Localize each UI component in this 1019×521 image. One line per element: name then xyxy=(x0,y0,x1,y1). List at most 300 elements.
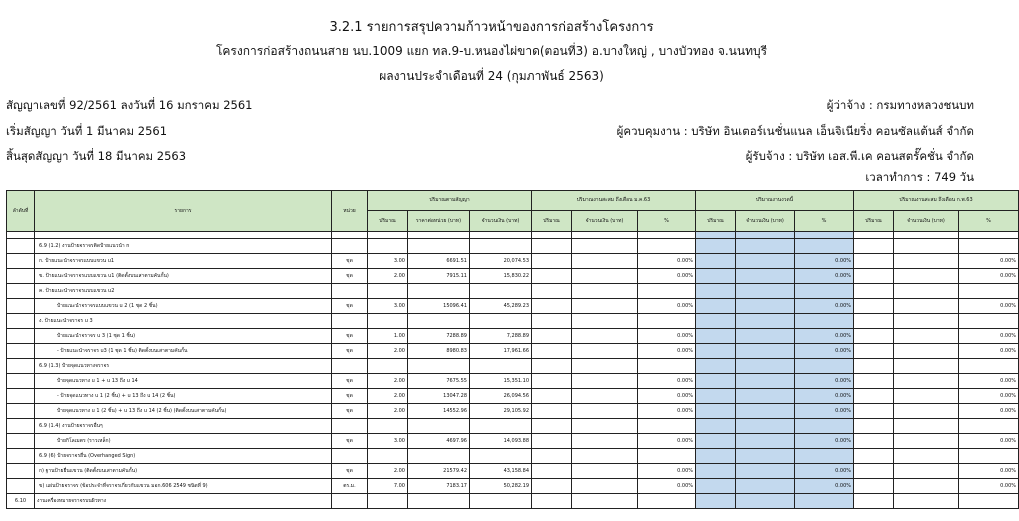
row-prev-pct: 0.00% xyxy=(638,299,696,314)
row-cum-pct xyxy=(959,419,1019,434)
row-unit: ชุด xyxy=(332,374,368,389)
row-number xyxy=(7,314,35,329)
row-prev-amount xyxy=(572,434,638,449)
row-cum-qty xyxy=(854,434,894,449)
contractor: ผู้รับจ้าง : บริษัท เอส.พี.เค คอนสตรั๊คชั่น จำกัด xyxy=(745,149,974,163)
row-unit xyxy=(332,359,368,374)
table-row xyxy=(7,419,1019,434)
row-cum-pct xyxy=(959,359,1019,374)
row-period-pct: 0.00% xyxy=(795,269,854,284)
row-cum-pct: 0.00% xyxy=(959,434,1019,449)
row-contract-qty xyxy=(368,494,408,509)
row-cum-amount xyxy=(894,284,959,299)
row-period-qty xyxy=(696,344,736,359)
row-item: ข) แผ่นป้ายจราจร (ข้อประจำที่จราจรเกี่ยวกับแขวน มอก.606 2549 ชนิดที่ 9) xyxy=(35,479,332,494)
row-number xyxy=(7,374,35,389)
row-period-qty xyxy=(696,254,736,269)
row-period-qty xyxy=(696,494,736,509)
row-item: ก) ฐานป้ายยื่นแขวน (ติดตั้งบนเสาตามคันกั้น) xyxy=(35,464,332,479)
row-cum-amount xyxy=(894,389,959,404)
row-number xyxy=(7,404,35,419)
row-prev-pct: 0.00% xyxy=(638,479,696,494)
row-contract-amount: 20,074.53 xyxy=(470,254,532,269)
table-row xyxy=(7,254,1019,269)
row-item: ป้ายแนะนำจราจรแบบแขวน u 2 (1 ชุด 2 ชิ้น) xyxy=(35,299,332,314)
row-period-amount xyxy=(736,374,795,389)
sub-header: ปริมาณ xyxy=(854,211,894,232)
col-header-item: รายการ xyxy=(35,191,332,232)
row-contract-qty: 3.00 xyxy=(368,254,408,269)
row-number xyxy=(7,434,35,449)
row-contract-qty xyxy=(368,314,408,329)
row-contract-qty: 3.00 xyxy=(368,299,408,314)
row-cum-qty xyxy=(854,314,894,329)
row-item: ป้ายกิโลเมตร (ราวเหล็ก) xyxy=(35,434,332,449)
sub-header: % xyxy=(795,211,854,232)
row-period-qty xyxy=(696,464,736,479)
group-header-this-period: ปริมาณงานงวดนี้ xyxy=(696,191,854,211)
row-prev-pct xyxy=(638,314,696,329)
project-name: โครงการก่อสร้างถนนสาย นบ.1009 แยก ทล.9-บ.หนองไผ่ขาด(ตอนที่3) อ.บางใหญ่ , บางบัวทอง จ.นนทบุรี xyxy=(215,44,768,58)
row-period-pct xyxy=(795,419,854,434)
table-row xyxy=(7,359,1019,374)
row-prev-pct: 0.00% xyxy=(638,434,696,449)
row-unit-price: 15096.41 xyxy=(408,299,470,314)
row-prev-qty xyxy=(532,404,572,419)
row-period-pct xyxy=(795,494,854,509)
row-period-pct: 0.00% xyxy=(795,299,854,314)
row-cum-pct: 0.00% xyxy=(959,344,1019,359)
row-unit-price: 7915.11 xyxy=(408,269,470,284)
row-cum-qty xyxy=(854,239,894,254)
row-cum-pct: 0.00% xyxy=(959,404,1019,419)
group-header-contract: ปริมาณตามสัญญา xyxy=(368,191,532,211)
row-period-pct: 0.00% xyxy=(795,344,854,359)
row-item: ป้ายแนะนำจราจร u 3 (1 ชุด 1 ชิ้น) xyxy=(35,329,332,344)
row-number xyxy=(7,419,35,434)
row-prev-pct xyxy=(638,284,696,299)
row-period-qty xyxy=(696,284,736,299)
row-prev-qty xyxy=(532,329,572,344)
row-prev-amount xyxy=(572,299,638,314)
row-prev-pct: 0.00% xyxy=(638,254,696,269)
row-cum-qty xyxy=(854,284,894,299)
row-unit: ชุด xyxy=(332,389,368,404)
row-period-amount xyxy=(736,239,795,254)
row-unit-price xyxy=(408,494,470,509)
row-prev-amount xyxy=(572,464,638,479)
row-contract-amount xyxy=(470,419,532,434)
contract-number: สัญญาเลขที่ 92/2561 ลงวันที่ 16 มกราคม 2561 xyxy=(6,98,253,112)
row-period-pct xyxy=(795,284,854,299)
row-prev-amount xyxy=(572,359,638,374)
row-item: ข. ป้ายแนะนำจราจรแบบแขวน u1 (ติดตั้งบนเสาตามคันกั้น) xyxy=(35,269,332,284)
row-cum-amount xyxy=(894,359,959,374)
row-cum-qty xyxy=(854,419,894,434)
table-row xyxy=(7,449,1019,464)
row-number xyxy=(7,284,35,299)
row-prev-pct xyxy=(638,359,696,374)
row-number xyxy=(7,329,35,344)
row-prev-qty xyxy=(532,344,572,359)
row-period-qty xyxy=(696,314,736,329)
row-cum-qty xyxy=(854,494,894,509)
row-contract-qty: 1.00 xyxy=(368,329,408,344)
row-cum-amount xyxy=(894,269,959,284)
row-prev-qty xyxy=(532,314,572,329)
row-period-qty xyxy=(696,449,736,464)
table-row xyxy=(7,404,1019,419)
row-period-amount xyxy=(736,299,795,314)
row-prev-amount xyxy=(572,419,638,434)
row-prev-qty xyxy=(532,494,572,509)
row-prev-qty xyxy=(532,434,572,449)
row-period-amount xyxy=(736,314,795,329)
table-row xyxy=(7,434,1019,449)
row-cum-amount xyxy=(894,404,959,419)
row-prev-qty xyxy=(532,299,572,314)
row-number xyxy=(7,344,35,359)
row-unit: ชุด xyxy=(332,329,368,344)
row-number xyxy=(7,479,35,494)
row-unit-price: 21579.42 xyxy=(408,464,470,479)
row-unit: ชุด xyxy=(332,464,368,479)
row-prev-qty xyxy=(532,239,572,254)
table-row xyxy=(7,344,1019,359)
table-row xyxy=(7,374,1019,389)
row-cum-amount xyxy=(894,299,959,314)
row-period-qty xyxy=(696,389,736,404)
report-title: 3.2.1 รายการสรุปความก้าวหน้าของการก่อสร้างโครงการ xyxy=(329,20,654,35)
row-unit xyxy=(332,284,368,299)
table-row xyxy=(7,494,1019,509)
row-unit: ชุด xyxy=(332,434,368,449)
row-prev-pct: 0.00% xyxy=(638,464,696,479)
row-contract-qty xyxy=(368,449,408,464)
row-unit-price: 14552.96 xyxy=(408,404,470,419)
row-prev-amount xyxy=(572,344,638,359)
row-item: 6.9 (1.2) งานป้ายจราจรติดป้ายแนวนำ n xyxy=(35,239,332,254)
row-cum-amount xyxy=(894,374,959,389)
row-item: ก. ป้ายแนะนำจราจรแบบแขวน u1 xyxy=(35,254,332,269)
row-period-qty xyxy=(696,374,736,389)
row-period-qty xyxy=(696,479,736,494)
row-prev-amount xyxy=(572,374,638,389)
row-prev-qty xyxy=(532,284,572,299)
row-prev-qty xyxy=(532,389,572,404)
row-unit: ชุด xyxy=(332,404,368,419)
sub-header: ปริมาณ xyxy=(532,211,572,232)
row-item: ง. ป้ายแนะนำจราจร u 3 xyxy=(35,314,332,329)
row-period-qty xyxy=(696,329,736,344)
row-unit: ชุด xyxy=(332,254,368,269)
row-cum-qty xyxy=(854,254,894,269)
table-row xyxy=(7,299,1019,314)
row-number: 6.10 xyxy=(7,494,35,509)
row-cum-pct: 0.00% xyxy=(959,329,1019,344)
row-prev-amount xyxy=(572,254,638,269)
row-cum-amount xyxy=(894,434,959,449)
row-prev-pct xyxy=(638,494,696,509)
row-cum-amount xyxy=(894,329,959,344)
row-item: ค. ป้ายแนะนำจราจรแบบแขวน u2 xyxy=(35,284,332,299)
row-unit: ตร.ม. xyxy=(332,479,368,494)
row-cum-amount xyxy=(894,464,959,479)
row-cum-amount xyxy=(894,494,959,509)
row-period-amount xyxy=(736,254,795,269)
row-unit xyxy=(332,494,368,509)
row-number xyxy=(7,359,35,374)
row-period-amount xyxy=(736,359,795,374)
row-contract-amount: 7,288.89 xyxy=(470,329,532,344)
sub-header: จำนวนเงิน (บาท) xyxy=(572,211,638,232)
row-number xyxy=(7,464,35,479)
row-cum-amount xyxy=(894,344,959,359)
row-contract-qty: 2.00 xyxy=(368,464,408,479)
row-unit-price xyxy=(408,419,470,434)
row-unit xyxy=(332,419,368,434)
row-cum-pct: 0.00% xyxy=(959,299,1019,314)
working-days: เวลาทำการ : 749 วัน xyxy=(865,170,974,184)
row-item: งานเครื่องหมายจราจรบนผิวทาง xyxy=(35,494,332,509)
row-unit-price: 7183.17 xyxy=(408,479,470,494)
row-contract-amount: 26,094.56 xyxy=(470,389,532,404)
row-period-pct: 0.00% xyxy=(795,254,854,269)
row-contract-amount: 29,105.92 xyxy=(470,404,532,419)
sub-header: % xyxy=(638,211,696,232)
row-contract-qty xyxy=(368,239,408,254)
row-unit-price xyxy=(408,314,470,329)
row-item: - ป้ายแนะนำจราจร u3 (1 ชุด 1 ชิ้น) ติดตั้งบนเสาตามคันกั้น xyxy=(35,344,332,359)
row-cum-pct xyxy=(959,284,1019,299)
table-row xyxy=(7,239,1019,254)
sub-header: ปริมาณ xyxy=(368,211,408,232)
table-row xyxy=(7,479,1019,494)
row-prev-amount xyxy=(572,479,638,494)
row-contract-qty: 2.00 xyxy=(368,344,408,359)
row-prev-qty xyxy=(532,479,572,494)
row-period-qty xyxy=(696,404,736,419)
row-period-amount xyxy=(736,494,795,509)
sub-header: จำนวนเงิน (บาท) xyxy=(470,211,532,232)
row-prev-pct: 0.00% xyxy=(638,389,696,404)
row-unit: ชุด xyxy=(332,269,368,284)
row-period-amount xyxy=(736,419,795,434)
row-cum-pct: 0.00% xyxy=(959,389,1019,404)
row-item: 6.9 (6) ป้ายจราจรยื่น (Overhanged Sign) xyxy=(35,449,332,464)
row-contract-qty: 2.00 xyxy=(368,389,408,404)
row-prev-qty xyxy=(532,374,572,389)
row-unit-price xyxy=(408,359,470,374)
row-unit-price: 13047.28 xyxy=(408,389,470,404)
row-prev-pct xyxy=(638,449,696,464)
employer: ผู้ว่าจ้าง : กรมทางหลวงชนบท xyxy=(826,98,974,112)
row-unit-price: 6691.51 xyxy=(408,254,470,269)
row-period-amount xyxy=(736,344,795,359)
row-cum-pct xyxy=(959,494,1019,509)
row-cum-qty xyxy=(854,299,894,314)
row-unit xyxy=(332,314,368,329)
row-cum-amount xyxy=(894,479,959,494)
row-period-pct: 0.00% xyxy=(795,374,854,389)
sub-header: จำนวนเงิน (บาท) xyxy=(736,211,795,232)
row-cum-pct xyxy=(959,239,1019,254)
row-number xyxy=(7,299,35,314)
row-period-pct: 0.00% xyxy=(795,389,854,404)
row-prev-qty xyxy=(532,254,572,269)
row-unit-price: 4697.96 xyxy=(408,434,470,449)
row-cum-qty xyxy=(854,329,894,344)
row-prev-pct: 0.00% xyxy=(638,344,696,359)
table-row xyxy=(7,314,1019,329)
row-cum-pct: 0.00% xyxy=(959,479,1019,494)
row-unit-price: 7288.89 xyxy=(408,329,470,344)
row-cum-qty xyxy=(854,269,894,284)
col-header-unit: หน่วย xyxy=(332,191,368,232)
row-contract-qty xyxy=(368,419,408,434)
row-contract-amount xyxy=(470,239,532,254)
row-item: ป้ายจุดแนวทาง u 1 + u 13 ถึง u 14 xyxy=(35,374,332,389)
row-period-amount xyxy=(736,284,795,299)
table-row xyxy=(7,329,1019,344)
row-number xyxy=(7,254,35,269)
row-period-amount xyxy=(736,434,795,449)
row-item: - ป้ายจุดแนวทาง u 1 (2 ชิ้น) + u 13 ถึง u 14 (2 ชิ้น) xyxy=(35,389,332,404)
row-period-amount xyxy=(736,449,795,464)
col-header-no: ลำดับที่ xyxy=(7,191,35,232)
sub-header: จำนวนเงิน (บาท) xyxy=(894,211,959,232)
row-period-pct: 0.00% xyxy=(795,479,854,494)
row-contract-amount xyxy=(470,494,532,509)
row-period-qty xyxy=(696,359,736,374)
row-period-pct xyxy=(795,239,854,254)
row-contract-amount: 17,961.66 xyxy=(470,344,532,359)
row-cum-pct xyxy=(959,314,1019,329)
row-contract-amount: 15,830.22 xyxy=(470,269,532,284)
row-contract-amount xyxy=(470,449,532,464)
row-cum-amount xyxy=(894,254,959,269)
row-cum-pct xyxy=(959,449,1019,464)
row-unit: ชุด xyxy=(332,344,368,359)
table-row xyxy=(7,284,1019,299)
row-prev-amount xyxy=(572,269,638,284)
contract-start: เริ่มสัญญา วันที่ 1 มีนาคม 2561 xyxy=(6,124,168,138)
row-cum-qty xyxy=(854,389,894,404)
table-row xyxy=(7,389,1019,404)
row-contract-qty: 7.00 xyxy=(368,479,408,494)
row-period-qty xyxy=(696,269,736,284)
row-period-qty xyxy=(696,239,736,254)
row-prev-pct: 0.00% xyxy=(638,374,696,389)
row-cum-qty xyxy=(854,344,894,359)
row-contract-qty xyxy=(368,284,408,299)
row-cum-pct: 0.00% xyxy=(959,269,1019,284)
table-row xyxy=(7,269,1019,284)
row-period-pct: 0.00% xyxy=(795,464,854,479)
row-cum-amount xyxy=(894,419,959,434)
row-cum-amount xyxy=(894,314,959,329)
contract-end: สิ้นสุดสัญญา วันที่ 18 มีนาคม 2563 xyxy=(6,149,187,163)
row-prev-qty xyxy=(532,464,572,479)
row-cum-pct: 0.00% xyxy=(959,254,1019,269)
sub-header: ปริมาณ xyxy=(696,211,736,232)
row-prev-pct xyxy=(638,239,696,254)
row-contract-amount: 43,158.84 xyxy=(470,464,532,479)
row-contract-amount: 14,093.88 xyxy=(470,434,532,449)
table-row xyxy=(7,464,1019,479)
row-period-amount xyxy=(736,404,795,419)
row-number xyxy=(7,269,35,284)
row-period-pct xyxy=(795,314,854,329)
row-unit xyxy=(332,239,368,254)
row-contract-qty xyxy=(368,359,408,374)
row-prev-qty xyxy=(532,449,572,464)
row-prev-amount xyxy=(572,239,638,254)
row-prev-amount xyxy=(572,494,638,509)
row-number xyxy=(7,449,35,464)
row-unit-price xyxy=(408,284,470,299)
progress-table xyxy=(6,190,1019,509)
row-item: ป้ายจุดแนวทาง u 1 (2 ชิ้น) + u 13 ถึง u 14 (2 ชิ้น) (ติดตั้งบนเสาตามคันกั้น) xyxy=(35,404,332,419)
row-contract-amount: 45,289.23 xyxy=(470,299,532,314)
group-header-cumulative-feb: ปริมาณงานสะสม ถึงเดือน ก.พ.63 xyxy=(854,191,1019,211)
sub-header: % xyxy=(959,211,1019,232)
spacer-row xyxy=(7,232,1019,239)
row-prev-pct: 0.00% xyxy=(638,404,696,419)
row-prev-qty xyxy=(532,359,572,374)
row-period-pct xyxy=(795,359,854,374)
row-period-amount xyxy=(736,269,795,284)
row-period-amount xyxy=(736,389,795,404)
row-period-pct xyxy=(795,449,854,464)
row-item: 6.9 (1.3) ป้ายจุดแนวทางจราจร xyxy=(35,359,332,374)
row-prev-amount xyxy=(572,284,638,299)
row-contract-amount: 15,351.10 xyxy=(470,374,532,389)
supervisor: ผู้ควบคุมงาน : บริษัท อินเตอร์เนชั่นแนล เอ็นจิเนียริ่ง คอนซัลแต้นส์ จำกัด xyxy=(616,124,974,138)
row-prev-amount xyxy=(572,404,638,419)
row-cum-pct: 0.00% xyxy=(959,374,1019,389)
row-prev-amount xyxy=(572,389,638,404)
row-unit-price: 7675.55 xyxy=(408,374,470,389)
row-period-qty xyxy=(696,419,736,434)
row-period-qty xyxy=(696,299,736,314)
row-prev-amount xyxy=(572,314,638,329)
row-unit: ชุด xyxy=(332,299,368,314)
row-cum-amount xyxy=(894,449,959,464)
row-cum-qty xyxy=(854,479,894,494)
row-contract-amount xyxy=(470,314,532,329)
row-prev-pct: 0.00% xyxy=(638,329,696,344)
row-item: 6.9 (1.4) งานป้ายจราจรอื่นๆ xyxy=(35,419,332,434)
row-contract-qty: 2.00 xyxy=(368,269,408,284)
row-period-pct: 0.00% xyxy=(795,434,854,449)
row-cum-qty xyxy=(854,449,894,464)
row-period-amount xyxy=(736,479,795,494)
row-contract-qty: 2.00 xyxy=(368,374,408,389)
row-cum-pct: 0.00% xyxy=(959,464,1019,479)
row-unit-price: 8980.83 xyxy=(408,344,470,359)
row-unit-price xyxy=(408,449,470,464)
row-prev-pct xyxy=(638,419,696,434)
row-contract-amount xyxy=(470,284,532,299)
row-period-pct: 0.00% xyxy=(795,329,854,344)
sub-header: ราคาต่อหน่วย (บาท) xyxy=(408,211,470,232)
row-number xyxy=(7,389,35,404)
row-cum-qty xyxy=(854,464,894,479)
row-period-amount xyxy=(736,464,795,479)
row-unit-price xyxy=(408,239,470,254)
group-header-cumulative-jan: ปริมาณงานสะสม ถึงเดือน ม.ค.63 xyxy=(532,191,696,211)
